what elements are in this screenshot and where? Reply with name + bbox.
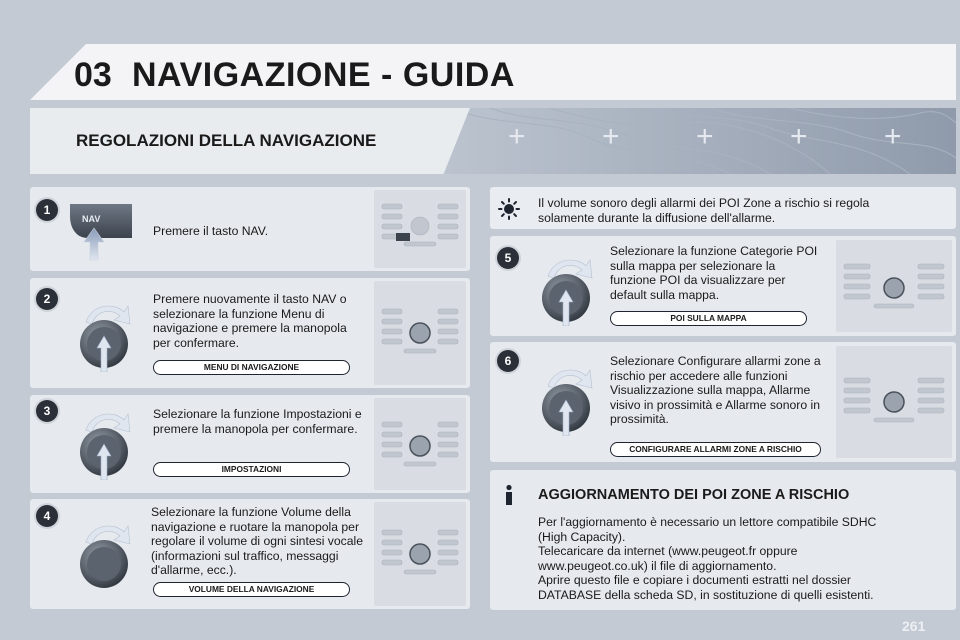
pill-impostazioni: IMPOSTAZIONI — [153, 462, 350, 477]
plus-decoration: + — [790, 120, 808, 153]
step-text-6: Selezionare Configurare allarmi zone a rischio per accedere alle funzioni Visualizzazione sulla mappa, Allarme visivo in prossimità e Allarme sonoro in prossimità. — [610, 354, 821, 427]
knob-rotate-illustration — [74, 516, 134, 597]
radio-thumbnail-6 — [836, 346, 952, 458]
pill-menu-navigazione: MENU DI NAVIGAZIONE — [153, 360, 350, 375]
radio-thumbnail-2 — [374, 281, 466, 385]
knob-press-illustration — [74, 296, 134, 377]
knob-press-illustration — [536, 250, 596, 331]
knob-press-illustration — [536, 360, 596, 441]
page-title: NAVIGAZIONE - GUIDA — [132, 56, 515, 94]
nav-button-illustration — [66, 198, 146, 267]
pill-poi-sulla-mappa: POI SULLA MAPPA — [610, 311, 807, 326]
radio-thumbnail-3 — [374, 398, 466, 490]
update-title: AGGIORNAMENTO DEI POI ZONE A RISCHIO — [538, 487, 850, 503]
info-icon — [499, 484, 519, 511]
plus-decoration: + — [696, 120, 714, 153]
update-line-3: Aprire questo file e copiare i documenti estratti nel dossier DATABASE della scheda SD, in sostituzione di quelli esistenti. — [538, 573, 874, 602]
chapter-number: 03 — [74, 56, 112, 94]
radio-thumbnail-5 — [836, 240, 952, 332]
radio-thumbnail-4 — [374, 502, 466, 606]
plus-decoration: + — [884, 120, 902, 153]
step-text-2: Premere nuovamente il tasto NAV o selezionare la funzione Menu di navigazione e premere la manopola per confermare. — [153, 292, 347, 350]
tip-text: Il volume sonoro degli allarmi dei POI Zone a rischio si regola solamente durante la diffusione dell'allarme. — [538, 196, 870, 225]
page-number: 261 — [902, 618, 926, 634]
radio-thumbnail-1 — [374, 190, 466, 268]
update-line-2: Telecaricare da internet (www.peugeot.fr oppure www.peugeot.co.uk) il file di aggiornamento. — [538, 544, 798, 573]
step-number-3: 3 — [36, 400, 58, 422]
step-number-2: 2 — [36, 288, 58, 310]
step-number-4: 4 — [36, 505, 58, 527]
step-text-5: Selezionare la funzione Categorie POI sulla mappa per selezionare la funzione POI da visualizzare per default sulla mappa. — [610, 244, 818, 302]
sun-tip-icon — [498, 198, 520, 225]
step-number-1: 1 — [36, 199, 58, 221]
nav-button-label: NAV — [82, 214, 101, 224]
step-number-5: 5 — [497, 247, 519, 269]
step-text-4: Selezionare la funzione Volume della navigazione e ruotare la manopola per regolare il volume di ogni sintesi vocale (informazioni sul traffico, messaggi d'allarme, ecc.). — [151, 505, 364, 578]
section-title: REGOLAZIONI DELLA NAVIGAZIONE — [76, 131, 377, 150]
step-text-1: Premere il tasto NAV. — [153, 224, 269, 238]
step-text-3: Selezionare la funzione Impostazioni e premere la manopola per confermare. — [153, 407, 362, 436]
plus-decoration: + — [508, 120, 526, 153]
pill-volume-navigazione: VOLUME DELLA NAVIGAZIONE — [153, 582, 350, 597]
step-number-6: 6 — [497, 350, 519, 372]
plus-decoration: + — [602, 120, 620, 153]
knob-press-illustration — [74, 404, 134, 485]
pill-configurare-allarmi: CONFIGURARE ALLARMI ZONE A RISCHIO — [610, 442, 821, 457]
update-line-1: Per l'aggiornamento è necessario un lettore compatibile SDHC (High Capacity). — [538, 515, 877, 544]
